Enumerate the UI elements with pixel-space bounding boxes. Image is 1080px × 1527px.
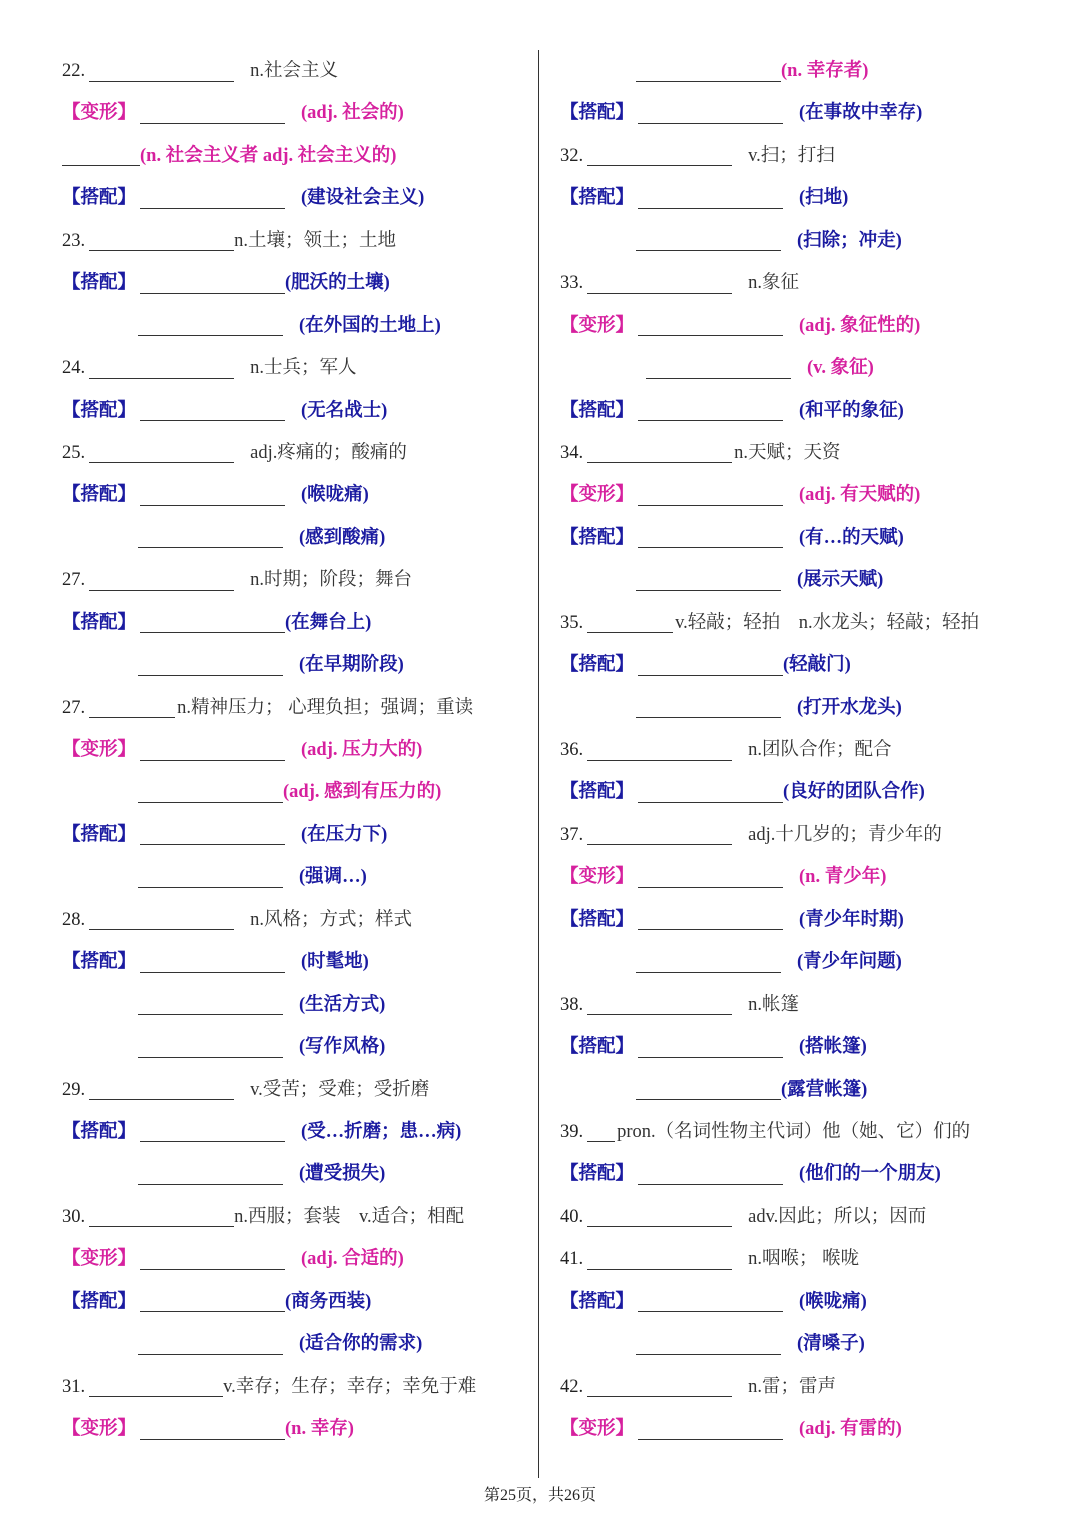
- vocab-tag-row: [62, 941, 532, 983]
- entry-number: 32.: [560, 145, 584, 166]
- answer-blank[interactable]: [138, 1165, 283, 1185]
- hint-text: (生活方式): [299, 994, 386, 1015]
- definition-text: adj.十几岁的；青少年的: [748, 824, 942, 845]
- hint-text: (adj. 有雷的): [799, 1419, 902, 1439]
- entry-number: 31.: [62, 1376, 86, 1397]
- answer-blank[interactable]: [638, 1419, 783, 1439]
- entry-number: 35.: [560, 612, 584, 633]
- answer-blank[interactable]: [140, 273, 285, 293]
- definition-text: v.扫；打扫: [748, 145, 835, 166]
- answer-blank[interactable]: [89, 910, 234, 930]
- hint-text: (在压力下): [301, 824, 388, 845]
- answer-blank[interactable]: [89, 61, 234, 81]
- vocab-tag-row: [62, 814, 532, 856]
- entry-tag: 【变形】: [62, 103, 137, 124]
- definition-text: n.咽喉； 喉咙: [748, 1249, 860, 1270]
- entry-number: 25.: [62, 442, 86, 463]
- answer-blank[interactable]: [636, 698, 781, 718]
- entry-tag: 【搭配】: [62, 273, 137, 294]
- answer-blank[interactable]: [636, 61, 781, 81]
- hint-text: (无名战士): [301, 400, 388, 421]
- answer-blank[interactable]: [587, 995, 732, 1015]
- entry-tag: 【搭配】: [62, 188, 137, 209]
- answer-blank[interactable]: [140, 1249, 285, 1269]
- definition-text: n.社会主义: [250, 61, 339, 81]
- answer-blank[interactable]: [140, 188, 285, 208]
- entry-tag: 【搭配】: [62, 400, 137, 421]
- page-footer: 第25页，共26页: [483, 1487, 596, 1504]
- definition-text: n.精神压力； 心理负担；强调；重读: [177, 697, 474, 718]
- vocab-entry-row: [62, 1196, 532, 1238]
- vocab-cont-row: [560, 50, 1030, 92]
- answer-blank[interactable]: [140, 104, 285, 124]
- hint-text: (v. 象征): [807, 358, 874, 379]
- entry-tag: 【搭配】: [560, 527, 635, 548]
- answer-blank[interactable]: [638, 486, 783, 506]
- answer-blank[interactable]: [89, 443, 234, 463]
- vocab-tag-row: [62, 1111, 532, 1153]
- entry-number: 42.: [560, 1376, 584, 1397]
- vocab-cont-row: [62, 771, 532, 813]
- hint-text: (露营帐篷): [781, 1079, 868, 1100]
- answer-blank[interactable]: [140, 401, 285, 421]
- vocab-cont-row: [560, 347, 1030, 389]
- answer-blank[interactable]: [138, 316, 283, 336]
- entry-tag: 【搭配】: [62, 485, 137, 506]
- answer-blank[interactable]: [638, 655, 783, 675]
- vocab-entry-row: [62, 1366, 532, 1408]
- definition-text: adv.因此；所以；因而: [748, 1206, 927, 1227]
- entry-tag: 【变形】: [62, 1419, 137, 1439]
- answer-blank[interactable]: [587, 146, 732, 166]
- answer-blank[interactable]: [138, 528, 283, 548]
- entry-number: 30.: [62, 1206, 86, 1227]
- hint-text: (adj. 合适的): [301, 1249, 404, 1270]
- answer-blank[interactable]: [587, 613, 673, 633]
- definition-text: n.西服；套装 v.适合；相配: [234, 1206, 465, 1227]
- answer-blank[interactable]: [587, 273, 732, 293]
- vocab-entry-row: [62, 347, 532, 389]
- hint-text: (喉咙痛): [799, 1291, 867, 1312]
- entry-tag: 【搭配】: [560, 909, 635, 930]
- definition-text: n.土壤；领土；土地: [234, 230, 397, 251]
- answer-blank[interactable]: [140, 486, 285, 506]
- vocab-cont-row: [62, 984, 532, 1026]
- entry-tag: 【搭配】: [560, 1164, 635, 1185]
- vocab-tag-row: [560, 305, 1030, 347]
- answer-blank[interactable]: [587, 1249, 732, 1269]
- entry-tag: 【搭配】: [62, 952, 137, 973]
- vocab-entry-row: [560, 984, 1030, 1026]
- answer-blank[interactable]: [638, 316, 783, 336]
- hint-text: (遭受损失): [299, 1164, 386, 1185]
- definition-text: v.受苦；受难；受折磨: [250, 1079, 430, 1100]
- hint-text: (他们的一个朋友): [799, 1164, 941, 1185]
- answer-blank[interactable]: [587, 443, 732, 463]
- answer-blank[interactable]: [638, 1165, 783, 1185]
- definition-text: adj.疼痛的；酸痛的: [250, 442, 407, 463]
- vocab-entry-row: [62, 559, 532, 601]
- answer-blank[interactable]: [140, 1122, 285, 1142]
- vocab-entry-row: [560, 814, 1030, 856]
- answer-blank[interactable]: [638, 1037, 783, 1057]
- hint-text: (适合你的需求): [299, 1334, 423, 1355]
- entry-tag: 【变形】: [560, 867, 635, 888]
- answer-blank[interactable]: [587, 1377, 732, 1397]
- entry-tag: 【搭配】: [560, 188, 635, 209]
- definition-text: n.时期；阶段；舞台: [250, 570, 413, 591]
- answer-blank[interactable]: [89, 1080, 234, 1100]
- entry-tag: 【变形】: [560, 485, 635, 506]
- answer-blank[interactable]: [89, 231, 234, 251]
- entry-number: 37.: [560, 824, 584, 845]
- answer-blank[interactable]: [62, 146, 140, 166]
- left-column: [62, 50, 532, 1450]
- hint-text: (轻敲门): [783, 655, 851, 676]
- vocab-entry-row: [560, 432, 1030, 474]
- answer-blank[interactable]: [646, 358, 791, 378]
- entry-tag: 【搭配】: [62, 612, 137, 633]
- hint-text: (有…的天赋): [799, 527, 904, 548]
- definition-text: v.轻敲；轻拍 n.水龙头；轻敲；轻拍: [675, 612, 980, 633]
- definition-text: v.幸存；生存；幸存；幸免于难: [223, 1376, 477, 1397]
- entry-number: 22.: [62, 61, 86, 81]
- hint-text: (搭帐篷): [799, 1037, 867, 1058]
- vocab-cont-row: [62, 644, 532, 686]
- answer-blank[interactable]: [638, 910, 783, 930]
- hint-text: (adj. 压力大的): [301, 740, 423, 760]
- entry-number: 41.: [560, 1249, 584, 1270]
- vocab-entry-row: [560, 135, 1030, 177]
- entry-tag: 【搭配】: [62, 1291, 137, 1312]
- vocab-cont-row: [560, 559, 1030, 601]
- vocab-cont-row: [62, 1323, 532, 1365]
- vocab-cont-row: [560, 687, 1030, 729]
- vocab-tag-row: [560, 92, 1030, 134]
- answer-blank[interactable]: [638, 104, 783, 124]
- vocab-tag-row: [560, 474, 1030, 516]
- vocab-entry-row: [62, 899, 532, 941]
- entry-tag: 【搭配】: [560, 400, 635, 421]
- definition-text: n.天赋；天资: [734, 442, 841, 463]
- vocab-entry-row: [560, 729, 1030, 771]
- entry-number: 27.: [62, 697, 86, 718]
- vocab-cont-row: [62, 517, 532, 559]
- vocab-entry-row: [62, 50, 532, 92]
- answer-blank[interactable]: [138, 783, 283, 803]
- answer-blank[interactable]: [89, 698, 175, 718]
- entry-tag: 【变形】: [560, 315, 635, 336]
- vocab-cont-row: [560, 1069, 1030, 1111]
- hint-text: (良好的团队合作): [783, 782, 925, 803]
- vocab-cont-row: [560, 220, 1030, 262]
- vocab-cont-row: [62, 305, 532, 347]
- vocab-tag-row: [62, 602, 532, 644]
- vocab-entry-row: [62, 1069, 532, 1111]
- answer-blank[interactable]: [638, 867, 783, 887]
- definition-text: pron.（名词性物主代词）他（她、它）们的: [617, 1121, 971, 1142]
- vocab-tag-row: [560, 1153, 1030, 1195]
- vocab-cont-row: [62, 1153, 532, 1195]
- answer-blank[interactable]: [138, 1334, 283, 1354]
- hint-text: (n. 幸存者): [781, 61, 869, 81]
- vocab-tag-row: [560, 1408, 1030, 1450]
- answer-blank[interactable]: [138, 655, 283, 675]
- answer-blank[interactable]: [638, 1292, 783, 1312]
- vocab-cont-row: [62, 856, 532, 898]
- vocab-entry-row: [560, 1238, 1030, 1280]
- column-divider: [538, 50, 539, 1478]
- answer-blank[interactable]: [89, 570, 234, 590]
- hint-text: (时髦地): [301, 952, 369, 973]
- entry-tag: 【搭配】: [560, 1037, 635, 1058]
- vocab-tag-row: [62, 92, 532, 134]
- entry-tag: 【搭配】: [560, 1291, 635, 1312]
- hint-text: (adj. 感到有压力的): [283, 782, 442, 803]
- answer-blank[interactable]: [638, 783, 783, 803]
- answer-blank[interactable]: [636, 1080, 781, 1100]
- vocab-tag-row: [62, 1408, 532, 1450]
- vocab-entry-row: [62, 432, 532, 474]
- entry-tag: 【变形】: [62, 1249, 137, 1270]
- entry-number: 24.: [62, 358, 86, 379]
- hint-text: (adj. 有天赋的): [799, 485, 921, 506]
- answer-blank[interactable]: [638, 188, 783, 208]
- entry-number: 39.: [560, 1121, 584, 1142]
- vocab-cont-row: [560, 1323, 1030, 1365]
- vocab-cont-row: [62, 1026, 532, 1068]
- vocab-tag-row: [62, 729, 532, 771]
- answer-blank[interactable]: [587, 740, 732, 760]
- hint-text: (青少年时期): [799, 909, 904, 930]
- hint-text: (在早期阶段): [299, 655, 404, 676]
- definition-text: n.雷；雷声: [748, 1376, 837, 1397]
- answer-blank[interactable]: [587, 1122, 615, 1142]
- answer-blank[interactable]: [587, 1207, 732, 1227]
- answer-blank[interactable]: [636, 1334, 781, 1354]
- answer-blank[interactable]: [138, 867, 283, 887]
- entry-number: 40.: [560, 1206, 584, 1227]
- answer-blank[interactable]: [89, 1207, 234, 1227]
- hint-text: (喉咙痛): [301, 485, 369, 506]
- vocab-tag-row: [62, 1281, 532, 1323]
- vocab-tag-row: [62, 1238, 532, 1280]
- answer-blank[interactable]: [138, 1037, 283, 1057]
- vocab-tag-row: [560, 390, 1030, 432]
- entry-tag: 【搭配】: [62, 824, 137, 845]
- entry-number: 36.: [560, 740, 584, 760]
- hint-text: (n. 青少年): [799, 867, 887, 888]
- vocab-tag-row: [560, 517, 1030, 559]
- entry-number: 23.: [62, 230, 86, 251]
- hint-text: (受…折磨；患…病): [301, 1121, 462, 1142]
- answer-blank[interactable]: [140, 613, 285, 633]
- answer-blank[interactable]: [140, 825, 285, 845]
- hint-text: (写作风格): [299, 1037, 386, 1058]
- hint-text: (n. 幸存): [285, 1419, 354, 1439]
- answer-blank[interactable]: [140, 1419, 285, 1439]
- answer-blank[interactable]: [638, 401, 783, 421]
- hint-text: (感到酸痛): [299, 527, 386, 548]
- entry-tag: 【变形】: [560, 1419, 635, 1439]
- vocab-cont-row: [62, 135, 532, 177]
- hint-text: (展示天赋): [797, 570, 884, 591]
- answer-blank[interactable]: [138, 995, 283, 1015]
- vocab-tag-row: [62, 474, 532, 516]
- entry-tag: 【搭配】: [560, 782, 635, 803]
- answer-blank[interactable]: [89, 1377, 223, 1397]
- hint-text: (扫地): [799, 188, 849, 209]
- entry-tag: 【变形】: [62, 740, 137, 760]
- entry-number: 34.: [560, 442, 584, 463]
- hint-text: (扫除；冲走): [797, 230, 902, 251]
- vocab-tag-row: [62, 177, 532, 219]
- hint-text: (建设社会主义): [301, 188, 425, 209]
- vocab-tag-row: [560, 856, 1030, 898]
- vocab-tag-row: [62, 262, 532, 304]
- vocab-tag-row: [62, 390, 532, 432]
- hint-text: (青少年问题): [797, 952, 902, 973]
- entry-tag: 【搭配】: [560, 103, 635, 124]
- hint-text: (清嗓子): [797, 1334, 865, 1355]
- entry-number: 38.: [560, 994, 584, 1015]
- answer-blank[interactable]: [636, 952, 781, 972]
- entry-number: 27.: [62, 570, 86, 591]
- vocab-entry-row: [560, 602, 1030, 644]
- vocab-entry-row: [62, 220, 532, 262]
- entry-number: 33.: [560, 273, 584, 294]
- hint-text: (肥沃的土壤): [285, 273, 390, 294]
- entry-number: 28.: [62, 909, 86, 930]
- right-column: [560, 50, 1030, 1450]
- hint-text: (n. 社会主义者 adj. 社会主义的): [140, 145, 397, 166]
- vocab-entry-row: [560, 1111, 1030, 1153]
- vocab-tag-row: [560, 1281, 1030, 1323]
- vocab-tag-row: [560, 1026, 1030, 1068]
- definition-text: n.象征: [748, 273, 800, 294]
- hint-text: (在事故中幸存): [799, 103, 923, 124]
- answer-blank[interactable]: [140, 1292, 285, 1312]
- vocab-cont-row: [560, 941, 1030, 983]
- vocab-tag-row: [560, 177, 1030, 219]
- hint-text: (在外国的土地上): [299, 315, 441, 336]
- hint-text: (adj. 象征性的): [799, 315, 921, 336]
- answer-blank[interactable]: [140, 952, 285, 972]
- vocab-tag-row: [560, 899, 1030, 941]
- entry-number: 29.: [62, 1079, 86, 1100]
- answer-blank[interactable]: [638, 528, 783, 548]
- vocab-entry-row: [62, 687, 532, 729]
- definition-text: n.团队合作；配合: [748, 740, 892, 760]
- vocab-tag-row: [560, 644, 1030, 686]
- hint-text: (在舞台上): [285, 612, 372, 633]
- answer-blank[interactable]: [587, 825, 732, 845]
- vocab-entry-row: [560, 262, 1030, 304]
- vocab-entry-row: [560, 1196, 1030, 1238]
- definition-text: n.风格；方式；样式: [250, 909, 413, 930]
- entry-tag: 【搭配】: [560, 655, 635, 676]
- hint-text: (商务西装): [285, 1291, 372, 1312]
- vocab-entry-row: [560, 1366, 1030, 1408]
- hint-text: (打开水龙头): [797, 697, 902, 718]
- definition-text: n.士兵；军人: [250, 358, 357, 379]
- answer-blank[interactable]: [89, 358, 234, 378]
- answer-blank[interactable]: [636, 570, 781, 590]
- definition-text: n.帐篷: [748, 994, 800, 1015]
- hint-text: (强调…): [299, 867, 367, 888]
- hint-text: (adj. 社会的): [301, 103, 404, 124]
- answer-blank[interactable]: [140, 740, 285, 760]
- answer-blank[interactable]: [636, 231, 781, 251]
- vocab-tag-row: [560, 771, 1030, 813]
- entry-tag: 【搭配】: [62, 1121, 137, 1142]
- hint-text: (和平的象征): [799, 400, 904, 421]
